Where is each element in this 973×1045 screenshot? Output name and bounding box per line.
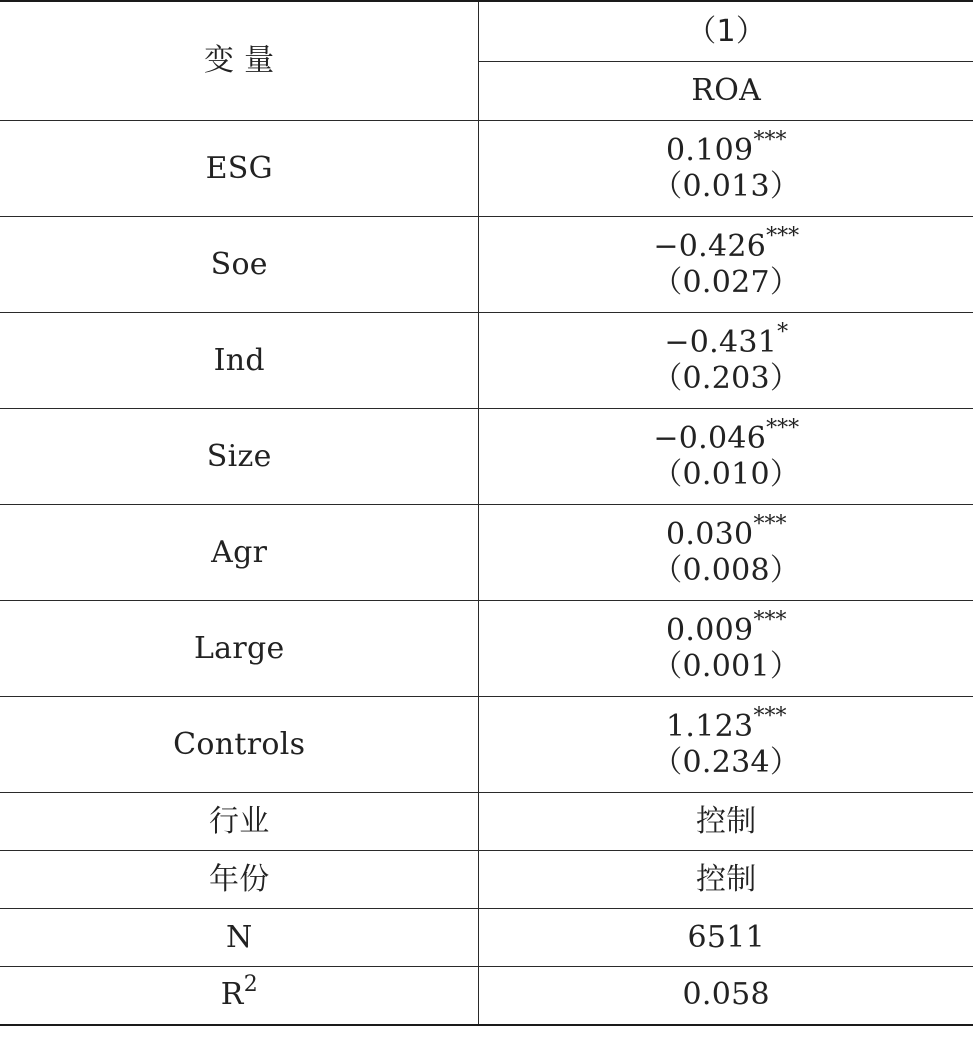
- industry-label: 行业: [0, 793, 479, 851]
- coefficient-value: −0.046: [653, 420, 767, 456]
- coefficient-line: [479, 511, 973, 553]
- table-row: [0, 121, 973, 217]
- table-row: [0, 409, 973, 505]
- coefficient-cell: [479, 409, 973, 505]
- significance-stars: ***: [753, 511, 787, 537]
- standard-error: （0.234）: [652, 744, 801, 780]
- table-row: [0, 505, 973, 601]
- coefficient-cell: [479, 313, 973, 409]
- coefficient-line: [479, 127, 973, 169]
- variable-name-cell: Ind: [0, 313, 479, 409]
- coefficient-value: 0.030: [666, 516, 754, 552]
- significance-stars: *: [777, 319, 789, 345]
- coefficient-cell: [479, 217, 973, 313]
- variable-name-cell: Large: [0, 601, 479, 697]
- observations-value: 6511: [479, 909, 973, 967]
- column-number-cell: （1）: [479, 1, 973, 62]
- coefficient-value: 1.123: [666, 708, 754, 744]
- significance-stars: ***: [766, 223, 800, 249]
- observations-label: N: [0, 909, 479, 967]
- table-row: [0, 601, 973, 697]
- coefficient-value: 0.109: [666, 132, 754, 168]
- header-row-top: [0, 1, 973, 62]
- table-row: [0, 697, 973, 793]
- standard-error: （0.001）: [652, 648, 801, 684]
- variable-name-cell: ESG: [0, 121, 479, 217]
- coefficient-line: [479, 607, 973, 649]
- significance-stars: ***: [753, 127, 787, 153]
- coefficient-line: [479, 223, 973, 265]
- variable-name-cell: Soe: [0, 217, 479, 313]
- r-squared-exponent: 2: [243, 972, 258, 998]
- significance-stars: ***: [753, 607, 787, 633]
- standard-error: （0.013）: [652, 168, 801, 204]
- dependent-variable-cell: ROA: [479, 62, 973, 121]
- variable-name-cell: Agr: [0, 505, 479, 601]
- year-row: [0, 851, 973, 909]
- coefficient-cell: [479, 505, 973, 601]
- coefficient-cell: [479, 121, 973, 217]
- variable-name-cell: Size: [0, 409, 479, 505]
- variable-header-cell: 变 量: [0, 1, 479, 121]
- table-row: [0, 313, 973, 409]
- industry-row: [0, 793, 973, 851]
- r-squared-base: R: [220, 977, 244, 1013]
- r-squared-label: [0, 967, 479, 1025]
- standard-error: （0.008）: [652, 552, 801, 588]
- variable-name-cell: Controls: [0, 697, 479, 793]
- standard-error: （0.010）: [652, 456, 801, 492]
- coefficient-cell: [479, 697, 973, 793]
- standard-error: （0.027）: [652, 264, 801, 300]
- r-squared-row: [0, 967, 973, 1025]
- significance-stars: ***: [766, 415, 800, 441]
- year-label: 年份: [0, 851, 479, 909]
- standard-error: （0.203）: [652, 360, 801, 396]
- coefficient-value: −0.426: [653, 228, 767, 264]
- observations-row: [0, 909, 973, 967]
- significance-stars: ***: [753, 703, 787, 729]
- industry-value: 控制: [479, 793, 973, 851]
- r-squared-value: 0.058: [479, 967, 973, 1025]
- coefficient-line: [479, 703, 973, 745]
- coefficient-value: −0.431: [664, 324, 778, 360]
- coefficient-line: [479, 319, 973, 361]
- coefficient-line: [479, 415, 973, 457]
- coefficient-cell: [479, 601, 973, 697]
- table-row: [0, 217, 973, 313]
- year-value: 控制: [479, 851, 973, 909]
- coefficient-value: 0.009: [666, 612, 754, 648]
